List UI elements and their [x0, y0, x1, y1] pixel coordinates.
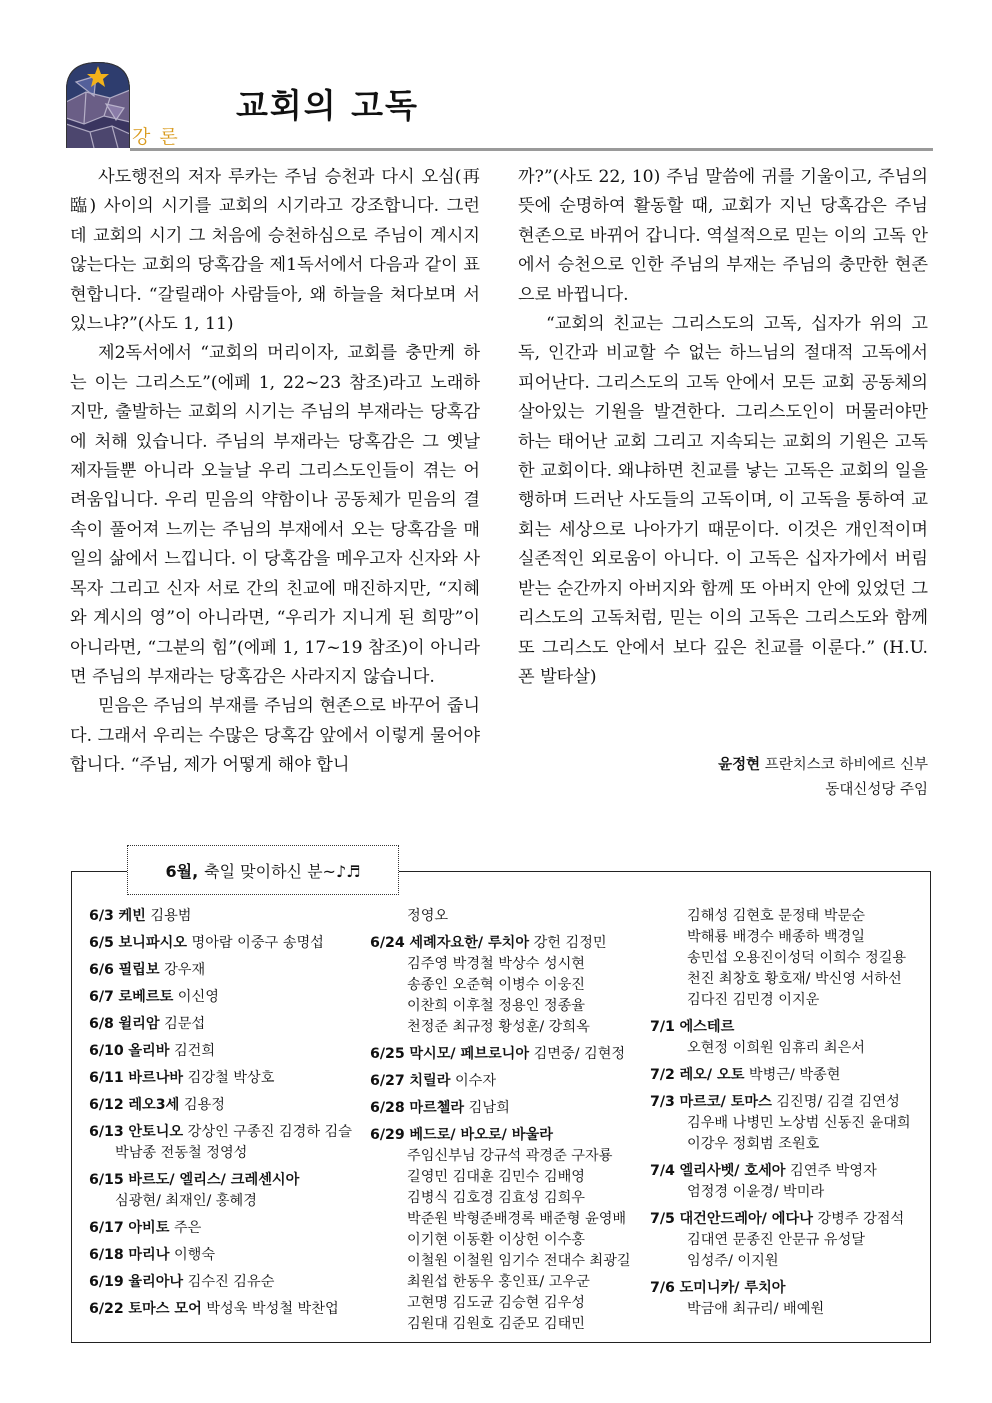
feast-saint: 엘리사벳/ 호세아 — [679, 1163, 786, 1179]
sermon-left-column — [70, 163, 480, 781]
feast-saint: 레오/ 오토 — [679, 1067, 745, 1083]
feast-date: 6/24 — [370, 935, 405, 951]
feast-entry — [89, 1272, 379, 1293]
feast-names: 강상인 구종진 김경하 김슬 — [187, 1124, 352, 1140]
feast-entry — [89, 1041, 379, 1062]
feast-entry — [370, 1098, 660, 1119]
feast-names: 김용범 — [150, 908, 192, 924]
feast-names-block — [687, 906, 925, 1011]
feast-date: 6/7 — [89, 989, 114, 1005]
feast-date: 6/28 — [370, 1100, 405, 1116]
feast-entry-line — [650, 1017, 925, 1038]
feast-names: 김병식 김호경 김효성 김희우 — [407, 1190, 585, 1206]
feast-entry-line — [89, 1170, 379, 1191]
feast-entry — [89, 1068, 379, 1089]
feast-saint: 바르도/ 엘리스/ 크레센시아 — [128, 1172, 300, 1188]
feast-saint: 율리아나 — [128, 1274, 184, 1290]
feast-entry — [650, 1278, 925, 1320]
feast-names: 박해룡 배경수 배종하 백경일 — [687, 929, 865, 945]
feast-names: 천진 최창호 황호재/ 박신영 서하선 — [687, 971, 902, 987]
feast-date: 6/29 — [370, 1127, 405, 1143]
feast-names: 이철원 이철원 임기수 전대수 최광길 — [407, 1253, 631, 1269]
feast-entry — [89, 906, 379, 927]
feast-entry-line — [89, 1041, 379, 1062]
feast-names: 김다진 김민경 이지운 — [687, 992, 820, 1008]
feast-date: 6/6 — [89, 962, 114, 978]
feast-column-2 — [370, 906, 660, 1341]
feast-names: 김용정 — [183, 1097, 225, 1113]
feast-saint: 막시모/ 페브로니아 — [409, 1046, 530, 1062]
feast-names: 김강철 박상호 — [187, 1070, 275, 1086]
feast-names: 최원섭 한동우 홍인표/ 고우군 — [407, 1274, 590, 1290]
feast-names: 오현정 이희원 임휴리 최은서 — [687, 1040, 865, 1056]
feast-names: 정영오 — [407, 908, 449, 924]
feast-entry — [370, 1044, 660, 1065]
author-name: 윤정현 — [718, 757, 761, 773]
feast-saint: 아비토 — [128, 1220, 170, 1236]
feast-names: 천정준 최규정 황성훈/ 강희옥 — [407, 1019, 590, 1035]
feast-names: 박병근/ 박종현 — [748, 1067, 841, 1083]
feast-entry-line — [370, 1125, 660, 1146]
feast-names: 박준원 박형준배경록 배준형 윤영배 — [407, 1211, 627, 1227]
feast-entry — [89, 1218, 379, 1239]
feast-saint: 필립보 — [118, 962, 160, 978]
feast-names: 김해성 김현호 문정태 박문순 — [687, 908, 865, 924]
feast-saint: 마르코/ 토마스 — [679, 1094, 772, 1110]
feast-entry-line — [89, 1095, 379, 1116]
feast-saint: 보니파시오 — [118, 935, 187, 951]
feast-names: 심광현/ 최재인/ 홍혜경 — [115, 1193, 257, 1209]
feast-saint: 안토니오 — [128, 1124, 184, 1140]
feast-entry-line — [89, 987, 379, 1008]
feast-month: 6월, — [165, 861, 199, 881]
feast-entry — [650, 1065, 925, 1086]
feast-names: 송민섭 오용진이성덕 이희수 정길용 — [687, 950, 907, 966]
feast-names: 김남희 — [468, 1100, 510, 1116]
feast-names: 강우재 — [164, 962, 206, 978]
sermon-paragraph: “교회의 친교는 그리스도의 고독, 십자가 위의 고독, 인간과 비교할 수 없는 하느님의 절대적 고독에서 피어난다. 그리스도의 고독 안에서 모든 교회 공동체의 살아있는 기원을 발견한다. 그리스도인이 머물러야만 하는 태어난 교회 그리고 지속되는 교회의 기원은 고독한 교회이다. 왜냐하면 친교를 낳는 고독은 교회의 일을 행하며 드러난 사도들의 고독이며, 이 고독을 통하여 교회는 세상으로 나아가기 때문이다. 이것은 개인적이며 실존적인 외로움이 아니다. 이 고독은 십자가에서 버림받는 순간까지 아버지와 함께 또 아버지 안에 있었던 그리스도의 고독처럼, 믿는 이의 고독은 그리스도와 함께 또 그리스도 안에서 보다 깊은 친교를 이룬다.” (H.U. 폰 발타살) — [518, 314, 928, 687]
feast-saint: 세례자요한/ 루치아 — [409, 935, 530, 951]
stained-glass-logo — [66, 62, 130, 148]
feast-entry — [89, 987, 379, 1008]
feast-names: 박금애 최규리/ 배예원 — [687, 1301, 825, 1317]
feast-names: 박성욱 박성철 박찬업 — [206, 1301, 339, 1317]
feast-date: 6/15 — [89, 1172, 124, 1188]
feast-names: 송종인 오준혁 이병수 이웅진 — [407, 977, 585, 993]
feast-column-1 — [89, 906, 379, 1326]
sermon-paragraph: 까?”(사도 22, 10) 주님 말씀에 귀를 기울이고, 주님의 뜻에 순명하여 활동할 때, 교회가 지닌 당혹감은 주님 현존으로 바뀌어 갑니다. 역설적으로 믿는 이의 고독 안에서 승천으로 인한 주님의 부재는 주님의 충만한 현존으로 바뀝니다. — [518, 167, 928, 305]
feast-entry — [89, 1170, 379, 1212]
author-title: 프란치스코 하비에르 신부 — [764, 757, 928, 773]
feast-date: 6/19 — [89, 1274, 124, 1290]
feast-date: 7/3 — [650, 1094, 675, 1110]
feast-saint: 케빈 — [118, 908, 146, 924]
feast-entry — [650, 1017, 925, 1059]
feast-names: 고현명 김도균 김승현 김우성 — [407, 1295, 585, 1311]
feast-saint: 마리나 — [128, 1247, 170, 1263]
feast-entry — [370, 1071, 660, 1092]
feast-entry-line — [89, 1122, 379, 1143]
feast-entry — [89, 1245, 379, 1266]
feast-names: 엄정경 이윤경/ 박미라 — [687, 1184, 825, 1200]
header-divider — [130, 148, 933, 151]
sermon-paragraph: 제2독서에서 “교회의 머리이자, 교회를 충만케 하는 이는 그리스도”(에페 1, 22~23 참조)라고 노래하지만, 출발하는 교회의 시기는 주님의 부재라는 당혹감에 처해 있습니다. 주님의 부재라는 당혹감은 그 옛날 제자들뿐 아니라 오늘날 우리 그리스도인들이 겪는 어려움입니다. 우리 믿음의 약함이나 공동체가 믿음의 결속이 풀어져 느끼는 주님의 부재에서 오는 당혹감을 매일의 삶에서 느낍니다. 이 당혹감을 메우고자 신자와 사목자 그리고 신자 서로 간의 친교에 매진하지만, “지혜와 계시의 영”이 아니라면, “우리가 지니게 된 희망”이 아니라면, “그분의 힘”(에페 1, 17~19 참조)이 아니라면 주님의 부재라는 당혹감은 사라지지 않습니다. — [70, 343, 480, 687]
feast-saint: 레오3세 — [128, 1097, 180, 1113]
feast-names: 김수진 김유순 — [187, 1274, 275, 1290]
feast-date: 6/25 — [370, 1046, 405, 1062]
feast-date: 6/8 — [89, 1016, 114, 1032]
feast-saint: 치릴라 — [409, 1073, 451, 1089]
feast-saint: 대건안드레아/ 에다나 — [679, 1211, 813, 1227]
feast-date: 6/5 — [89, 935, 114, 951]
feast-names: 임성주/ 이지원 — [687, 1253, 779, 1269]
feast-names: 이기현 이동환 이상헌 이수홍 — [407, 1232, 585, 1248]
feast-names: 박남종 전동철 정영성 — [115, 1145, 248, 1161]
section-label: 강론 — [132, 126, 187, 148]
feast-entry — [650, 1161, 925, 1203]
feast-saint: 토마스 모어 — [128, 1301, 202, 1317]
feast-entry-line — [89, 1014, 379, 1035]
feast-date: 6/10 — [89, 1043, 124, 1059]
feast-date: 6/13 — [89, 1124, 124, 1140]
feast-entry-line — [89, 1068, 379, 1089]
page-title: 교회의 고독 — [236, 86, 419, 125]
sermon-paragraph: 사도행전의 저자 루카는 주님 승천과 다시 오심(再臨) 사이의 시기를 교회의 시기라고 강조합니다. 그런데 교회의 시기 그 처음에 승천하심으로 주님이 계시지 않는다는 교회의 당혹감을 제1독서에서 다음과 같이 표현합니다. “갈릴래아 사람들아, 왜 하늘을 쳐다보며 서 있느냐?”(사도 1, 11) — [70, 167, 480, 335]
feast-entry-line — [650, 1278, 925, 1299]
feast-entry — [89, 960, 379, 981]
feast-names: 김진명/ 김결 김연성 — [776, 1094, 900, 1110]
feast-entry — [650, 1209, 925, 1272]
feast-entry-line — [650, 1092, 925, 1113]
feast-date: 6/22 — [89, 1301, 124, 1317]
feast-names: 강헌 김정민 — [533, 935, 607, 951]
feast-date: 6/18 — [89, 1247, 124, 1263]
feast-saint: 윌리암 — [118, 1016, 160, 1032]
feast-saint: 올리바 — [128, 1043, 170, 1059]
feast-entry-line — [89, 906, 379, 927]
feast-names: 이수자 — [454, 1073, 497, 1089]
feast-date: 6/17 — [89, 1220, 124, 1236]
feast-entry-line — [650, 1209, 925, 1230]
feast-names: 김우배 나병민 노상범 신동진 윤대희 — [687, 1115, 911, 1131]
feast-entry-line — [89, 960, 379, 981]
feast-date: 7/4 — [650, 1163, 675, 1179]
feast-saint: 도미니카/ 루치아 — [679, 1280, 786, 1296]
feast-entry-line — [370, 1044, 660, 1065]
feast-names: 김원대 김원호 김준모 김태민 — [407, 1316, 585, 1332]
feast-entry — [370, 1125, 660, 1335]
feast-entry — [89, 1095, 379, 1116]
feast-entry-line — [89, 1272, 379, 1293]
feast-names: 명아람 이중구 송명섭 — [191, 935, 324, 951]
feast-names: 강병주 강점석 — [817, 1211, 905, 1227]
feast-entry-line — [650, 1065, 925, 1086]
feast-date: 6/3 — [89, 908, 114, 924]
feast-entry — [89, 1299, 379, 1320]
feast-entry-line — [370, 1098, 660, 1119]
feast-entry — [89, 1014, 379, 1035]
feast-date: 7/2 — [650, 1067, 675, 1083]
feast-date: 6/12 — [89, 1097, 124, 1113]
feast-saint: 바르나바 — [128, 1070, 184, 1086]
feast-date: 6/27 — [370, 1073, 405, 1089]
feast-date: 7/5 — [650, 1211, 675, 1227]
author-signature — [718, 753, 928, 803]
feast-saint: 에스테르 — [679, 1019, 735, 1035]
feast-column-3 — [650, 906, 925, 1326]
feast-names: 주임신부님 강규석 곽경준 구자룡 — [407, 1148, 613, 1164]
feast-saint: 베드로/ 바오로/ 바울라 — [409, 1127, 553, 1143]
author-parish: 동대신성당 주임 — [825, 782, 928, 798]
feast-date: 7/6 — [650, 1280, 675, 1296]
feast-entry — [89, 933, 379, 954]
feast-entry-line — [370, 1071, 660, 1092]
feast-date: 6/11 — [89, 1070, 124, 1086]
feast-entry-line — [89, 1245, 379, 1266]
feast-names: 이신영 — [177, 989, 219, 1005]
feast-names: 길영민 김대훈 김민수 김배영 — [407, 1169, 585, 1185]
feast-entry-line — [89, 1299, 379, 1320]
feast-names: 김주영 박경철 박상수 성시현 — [407, 956, 585, 972]
feast-entry-line — [370, 933, 660, 954]
feast-names: 이강우 정회범 조원호 — [687, 1136, 820, 1152]
feast-saint: 로베르토 — [118, 989, 174, 1005]
sermon-paragraph: 믿음은 주님의 부재를 주님의 현존으로 바꾸어 줍니다. 그래서 우리는 수많은 당혹감 앞에서 이렇게 물어야 합니다. “주님, 제가 어떻게 해야 합니 — [70, 696, 480, 776]
feast-entry-line — [650, 1161, 925, 1182]
feast-saint: 마르첼라 — [409, 1100, 465, 1116]
feast-names: 김연주 박영자 — [790, 1163, 877, 1179]
feast-entry — [370, 933, 660, 1038]
feast-entry — [89, 1122, 379, 1164]
feast-entry — [650, 1092, 925, 1155]
feast-entry-line — [89, 933, 379, 954]
feast-names: 주은 — [173, 1220, 202, 1236]
feast-heading-text: 축일 맞이하신 분~♪♬ — [204, 861, 361, 881]
sermon-right-column — [518, 163, 928, 692]
feast-date: 7/1 — [650, 1019, 675, 1035]
feast-names: 이행숙 — [173, 1247, 216, 1263]
feast-names: 김대연 문종진 안문규 유성달 — [687, 1232, 865, 1248]
feast-entry-line — [89, 1218, 379, 1239]
feast-names: 김문섭 — [164, 1016, 206, 1032]
feast-names: 김건희 — [173, 1043, 216, 1059]
feast-names: 이찬희 이후철 정용인 정종율 — [407, 998, 585, 1014]
feast-names: 김면중/ 김현정 — [533, 1046, 626, 1062]
feast-box-heading — [127, 845, 399, 895]
